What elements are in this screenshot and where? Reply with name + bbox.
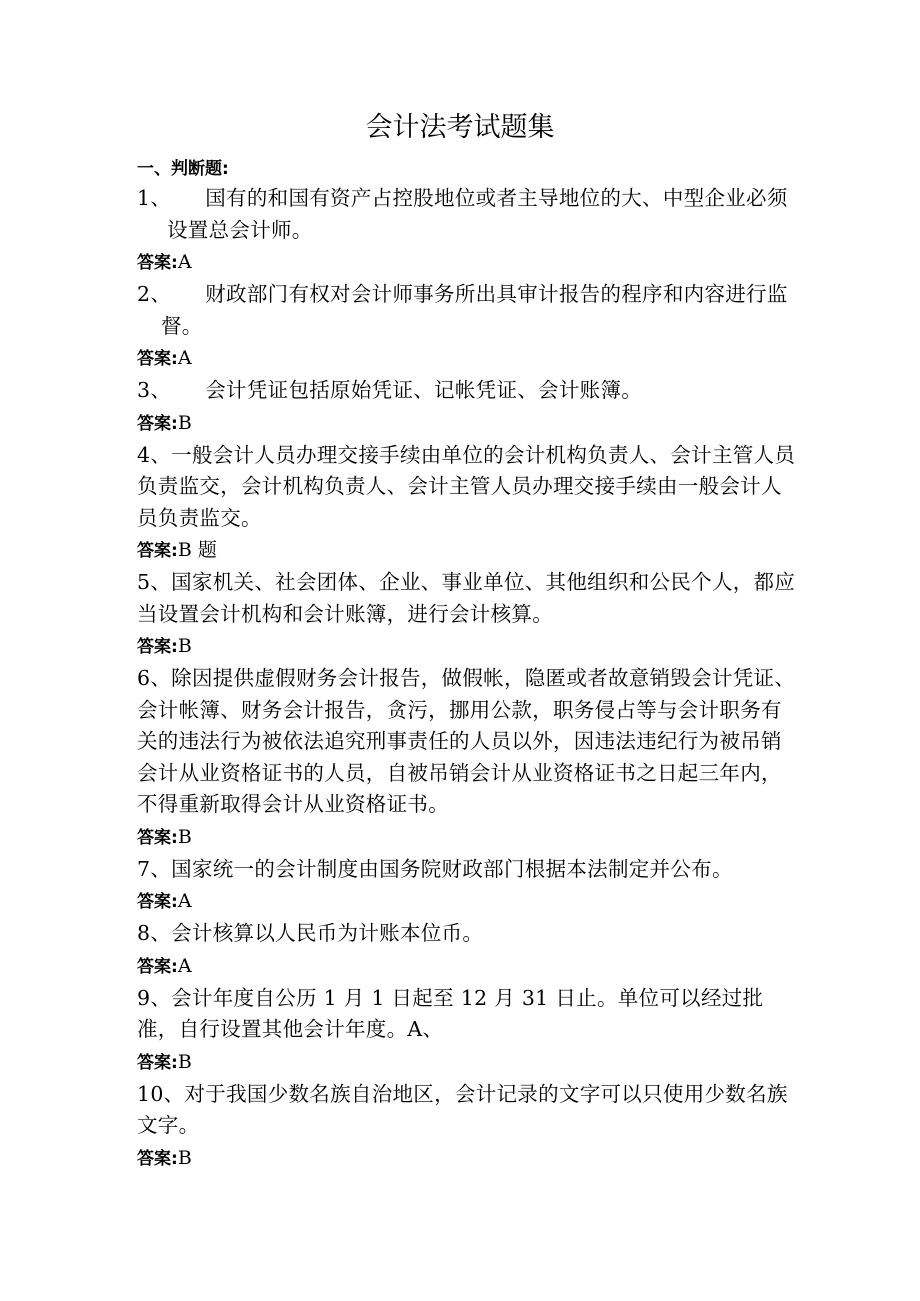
question-number: 3、 [137, 378, 172, 402]
question-text [137, 663, 797, 821]
answer-line [137, 822, 797, 852]
question-number: 5、 [137, 570, 172, 594]
answer-value: A [177, 347, 192, 369]
answer-value: B [177, 411, 192, 434]
answer-label: 答案: [137, 349, 178, 369]
answer-line [137, 1047, 797, 1077]
question-body: 一般会计人员办理交接手续由单位的会计机构负责人、会计主管人员负责监交，会计机构负责人、会计主管人员办理交接手续由一般会计人员负责监交。 [137, 442, 796, 530]
question-item [137, 854, 797, 917]
question-list [137, 183, 797, 1175]
question-number: 7、 [137, 856, 172, 881]
answer-line [137, 535, 797, 565]
page-title: 会计法考试题集 [365, 112, 555, 143]
answer-value: B [177, 1050, 192, 1073]
answer-value: B [177, 1146, 192, 1169]
question-item [137, 918, 797, 981]
question-text [137, 854, 797, 886]
answer-line [137, 408, 797, 438]
answer-line [137, 886, 797, 916]
answer-label: 答案: [137, 956, 178, 977]
question-body: 国有的和国有资产占控股地位或者主导地位的大、中型企业必须设置总会计师。 [167, 186, 788, 242]
question-item [137, 279, 797, 373]
question-body: 对于我国少数名族自治地区，会计记录的文字可以只使用少数名族文字。 [137, 1081, 788, 1137]
question-body: 会计核算以人民币为计账本位币。 [171, 921, 484, 945]
question-body: 会计凭证包括原始凭证、记帐凭证、会计账簿。 [205, 378, 643, 402]
question-number: 4、 [137, 442, 172, 467]
question-item [137, 567, 797, 661]
answer-line [137, 631, 797, 661]
question-item [137, 375, 797, 438]
question-item [137, 183, 797, 277]
question-item [137, 983, 797, 1077]
answer-line [137, 343, 797, 373]
answer-label: 答案: [137, 827, 178, 848]
answer-value: A [177, 954, 192, 977]
question-body: 会计年度自公历 1 月 1 日起至 12 月 31 日止。单位可以经过批准，自行设置其他会计年度。A、 [137, 985, 764, 1041]
answer-label: 答案: [137, 541, 178, 561]
answer-value: A [177, 251, 192, 273]
answer-label: 答案: [137, 1148, 178, 1169]
answer-value: A [177, 890, 192, 912]
answer-label: 答案: [137, 253, 178, 273]
question-item [137, 663, 797, 852]
question-body: 财政部门有权对会计师事务所出具审计报告的程序和内容进行监督。 [161, 282, 788, 338]
answer-label: 答案: [137, 413, 178, 434]
question-number: 10、 [137, 1081, 185, 1106]
answer-value: B 题 [177, 539, 217, 561]
question-body: 国家机关、社会团体、企业、事业单位、其他组织和公民个人，都应当设置会计机构和会计账簿，进行会计核算。 [137, 570, 796, 626]
question-text [137, 440, 797, 535]
question-number: 9、 [137, 985, 172, 1010]
answer-line [137, 1143, 797, 1173]
answer-value: B [177, 825, 192, 848]
question-item [137, 440, 797, 566]
question-text [137, 567, 797, 630]
section-heading: 一、判断题: [137, 159, 229, 179]
question-text [137, 918, 797, 950]
question-text [137, 279, 797, 342]
question-number: 1、 [137, 186, 172, 210]
question-item [137, 1079, 797, 1173]
answer-label: 答案: [137, 637, 178, 657]
question-number: 6、 [137, 666, 172, 690]
question-number: 8、 [137, 921, 172, 945]
question-text [137, 183, 797, 246]
answer-line [137, 951, 797, 981]
question-text [137, 1079, 797, 1142]
question-text [137, 375, 797, 407]
answer-label: 答案: [137, 1052, 178, 1073]
question-body: 国家统一的会计制度由国务院财政部门根据本法制定并公布。 [171, 856, 733, 881]
answer-line [137, 247, 797, 277]
question-text [137, 983, 797, 1046]
question-number: 2、 [137, 282, 172, 306]
question-body: 除因提供虚假财务会计报告，做假帐，隐匿或者故意销毁会计凭证、会计帐簿、财务会计报告，贪污，挪用公款，职务侵占等与会计职务有关的违法行为被依法追究刑事责任的人员以外，因违法违纪行为被吊销会计从业资格证书的人员，自被吊销会计从业资格证书之日起三年内，不得重新取得会计从业资格证书。 [137, 666, 796, 816]
answer-value: B [177, 635, 192, 657]
answer-label: 答案: [137, 892, 178, 912]
